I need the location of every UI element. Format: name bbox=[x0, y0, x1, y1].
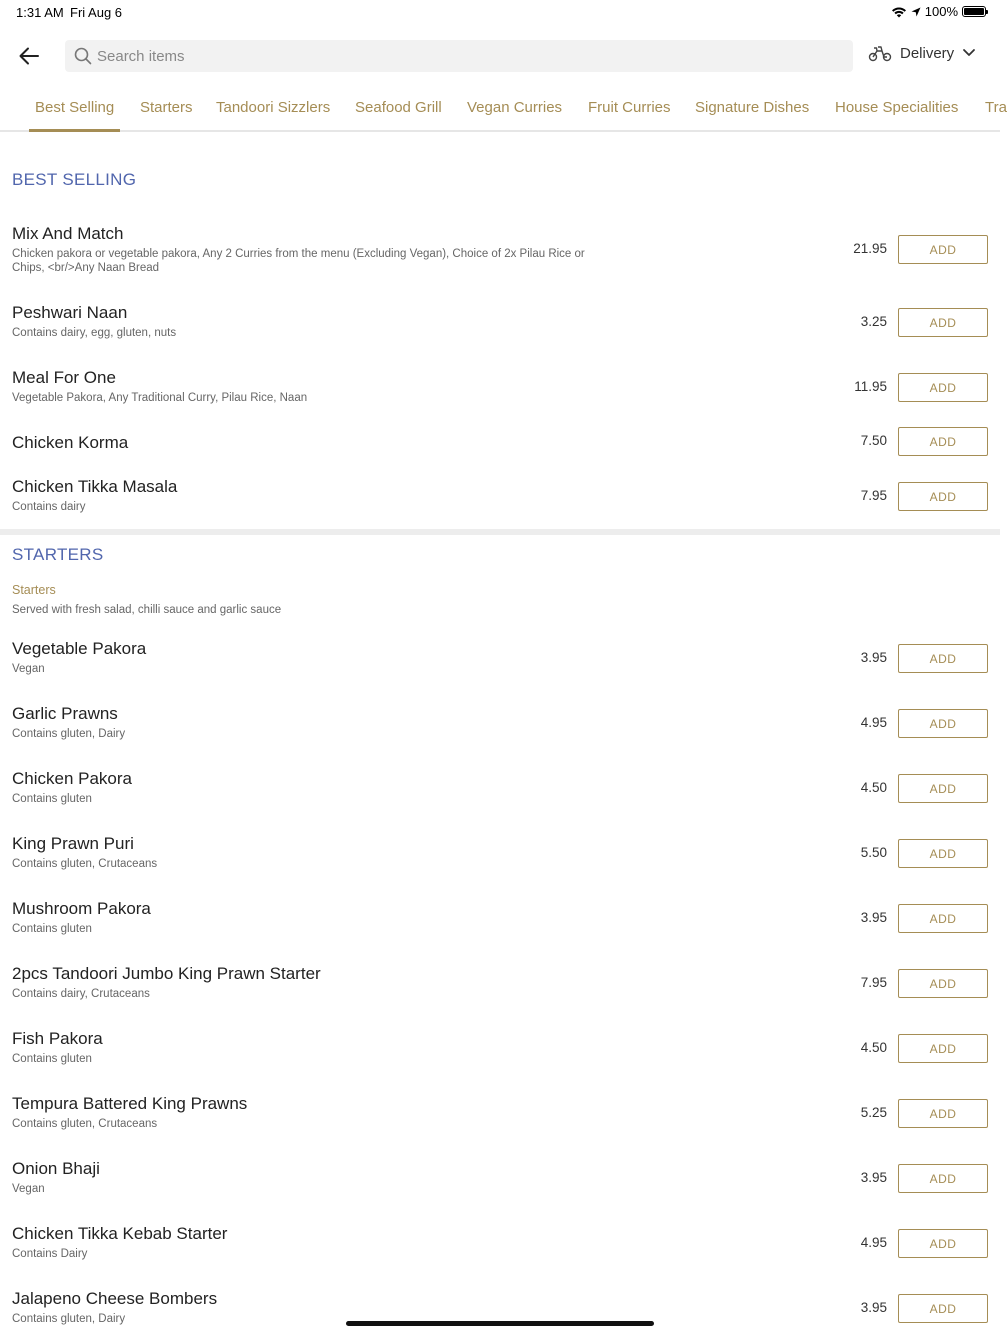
add-button[interactable]: ADD bbox=[898, 482, 988, 511]
item-name: Tempura Battered King Prawns bbox=[12, 1094, 248, 1113]
tab-signature-dishes[interactable] bbox=[695, 92, 809, 130]
tab-truncated[interactable] bbox=[985, 92, 1007, 130]
chevron-down-icon bbox=[962, 48, 976, 58]
item-description: Contains gluten bbox=[12, 793, 92, 805]
status-bar bbox=[0, 0, 1000, 24]
add-button[interactable]: ADD bbox=[898, 709, 988, 738]
home-indicator bbox=[346, 1321, 654, 1326]
item-name: Vegetable Pakora bbox=[12, 639, 147, 658]
item-description: Contains gluten bbox=[12, 923, 92, 935]
item-description: Vegan bbox=[12, 663, 45, 675]
wifi-icon bbox=[891, 6, 907, 18]
status-time: 1:31 AM bbox=[16, 5, 64, 20]
tab-vegan-curries[interactable] bbox=[467, 92, 562, 130]
item-price: 4.95 bbox=[860, 715, 887, 730]
item-description: Contains dairy bbox=[12, 501, 86, 513]
add-button[interactable]: ADD bbox=[898, 373, 988, 402]
location-arrow-icon bbox=[911, 7, 921, 17]
item-description: Contains gluten bbox=[12, 1053, 92, 1065]
delivery-selector[interactable] bbox=[868, 44, 976, 62]
status-indicators bbox=[891, 4, 986, 19]
tab-label: Seafood Grill bbox=[355, 99, 442, 116]
status-date: Fri Aug 6 bbox=[70, 5, 123, 20]
item-price: 4.50 bbox=[860, 780, 887, 795]
item-description: Contains dairy, egg, gluten, nuts bbox=[12, 327, 177, 339]
item-name: Mix And Match bbox=[12, 224, 124, 243]
tab-label: Best Selling bbox=[35, 99, 115, 116]
tab-label: Signature Dishes bbox=[695, 99, 810, 116]
add-button[interactable]: ADD bbox=[898, 235, 988, 264]
item-price: 3.25 bbox=[860, 314, 887, 329]
tab-label: Fruit Curries bbox=[588, 99, 671, 116]
top-bar bbox=[0, 40, 1000, 72]
item-price: 11.95 bbox=[854, 379, 887, 394]
add-button[interactable]: ADD bbox=[898, 774, 988, 803]
add-button[interactable]: ADD bbox=[898, 969, 988, 998]
item-price: 3.95 bbox=[860, 1300, 887, 1315]
item-price: 7.95 bbox=[860, 975, 887, 990]
sub-category-title: Starters bbox=[12, 583, 56, 597]
add-button[interactable]: ADD bbox=[898, 1099, 988, 1128]
item-price: 5.25 bbox=[860, 1105, 887, 1120]
battery-percentage: 100% bbox=[924, 4, 958, 19]
tab-starters[interactable] bbox=[140, 92, 193, 130]
item-name: King Prawn Puri bbox=[12, 834, 134, 853]
item-name: Mushroom Pakora bbox=[12, 899, 151, 918]
add-button[interactable]: ADD bbox=[898, 644, 988, 673]
item-name: Peshwari Naan bbox=[12, 303, 128, 322]
item-description: Contains gluten, Crutaceans bbox=[12, 858, 158, 870]
item-name: Jalapeno Cheese Bombers bbox=[12, 1289, 218, 1308]
item-price: 21.95 bbox=[853, 241, 887, 256]
search-input[interactable] bbox=[97, 48, 797, 65]
sub-category-description: Served with fresh salad, chilli sauce and garlic sauce bbox=[12, 604, 282, 616]
section-title-starters: STARTERS bbox=[12, 545, 104, 564]
item-name: Onion Bhaji bbox=[12, 1159, 100, 1178]
tab-label: Starters bbox=[140, 99, 193, 116]
category-tabs bbox=[0, 92, 1007, 132]
add-button[interactable]: ADD bbox=[898, 1229, 988, 1258]
item-price: 7.95 bbox=[860, 488, 887, 503]
item-price: 3.95 bbox=[860, 1170, 887, 1185]
item-price: 5.50 bbox=[860, 845, 887, 860]
back-arrow-icon bbox=[19, 47, 39, 65]
item-name: Chicken Pakora bbox=[12, 769, 133, 788]
item-description: Vegan bbox=[12, 1183, 45, 1195]
item-name: Chicken Tikka Kebab Starter bbox=[12, 1224, 228, 1243]
scooter-icon bbox=[868, 44, 892, 62]
add-button[interactable]: ADD bbox=[898, 1164, 988, 1193]
item-name: Chicken Korma bbox=[12, 433, 129, 452]
item-name: Chicken Tikka Masala bbox=[12, 477, 178, 496]
add-button[interactable]: ADD bbox=[898, 1294, 988, 1323]
item-description: Contains dairy, Crutaceans bbox=[12, 988, 150, 1000]
item-name: 2pcs Tandoori Jumbo King Prawn Starter bbox=[12, 964, 321, 983]
item-name: Fish Pakora bbox=[12, 1029, 103, 1048]
item-price: 3.95 bbox=[860, 650, 887, 665]
item-description: Contains gluten, Dairy bbox=[12, 728, 126, 740]
delivery-label: Delivery bbox=[900, 44, 955, 62]
tab-seafood-grill[interactable] bbox=[355, 92, 442, 130]
item-price: 4.50 bbox=[860, 1040, 887, 1055]
tab-label: Vegan Curries bbox=[467, 99, 563, 116]
item-description: Chicken pakora or vegetable pakora, Any 2 Curries from the menu (Excluding Vegan), Choice of 2x Pilau Rice or Chips, <br/>Any Naan Bread bbox=[12, 248, 585, 274]
tab-label: House Specialities bbox=[835, 99, 959, 116]
add-button[interactable]: ADD bbox=[898, 427, 988, 456]
section-divider bbox=[0, 529, 1000, 535]
add-button[interactable]: ADD bbox=[898, 308, 988, 337]
tab-fruit-curries[interactable] bbox=[588, 92, 671, 130]
search-bar[interactable] bbox=[65, 40, 853, 72]
item-description: Contains gluten, Dairy bbox=[12, 1313, 126, 1325]
tab-tandoori-sizzlers[interactable] bbox=[216, 92, 330, 130]
search-icon bbox=[73, 46, 93, 66]
item-price: 7.50 bbox=[860, 433, 887, 448]
item-price: 4.95 bbox=[860, 1235, 887, 1250]
battery-icon bbox=[962, 6, 986, 17]
add-button[interactable]: ADD bbox=[898, 1034, 988, 1063]
item-description: Contains Dairy bbox=[12, 1248, 88, 1260]
item-description: Vegetable Pakora, Any Traditional Curry, Pilau Rice, Naan bbox=[12, 392, 308, 404]
tab-label: Tra bbox=[985, 99, 1007, 116]
item-name: Meal For One bbox=[12, 368, 116, 387]
item-name: Garlic Prawns bbox=[12, 704, 118, 723]
item-price: 3.95 bbox=[860, 910, 887, 925]
back-button[interactable] bbox=[16, 44, 42, 68]
add-button[interactable]: ADD bbox=[898, 839, 988, 868]
section-title-best-selling: BEST SELLING bbox=[12, 170, 137, 189]
tab-best-selling[interactable] bbox=[35, 92, 114, 130]
add-button[interactable]: ADD bbox=[898, 904, 988, 933]
tab-house-specialities[interactable] bbox=[835, 92, 958, 130]
tab-label: Tandoori Sizzlers bbox=[216, 99, 331, 116]
item-description: Contains gluten, Crutaceans bbox=[12, 1118, 158, 1130]
